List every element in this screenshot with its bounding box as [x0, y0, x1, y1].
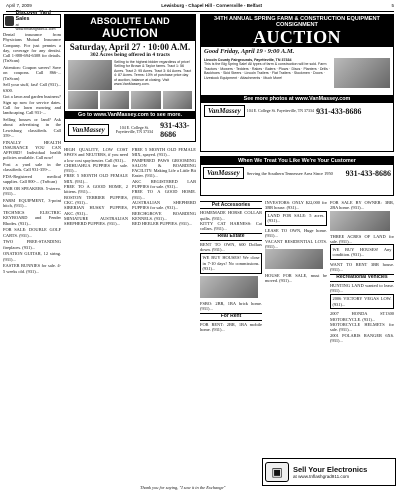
consignment-url[interactable]: See more photos at www.VanMassey.com: [201, 95, 393, 103]
vanmassey-footer: [65, 119, 195, 141]
absolute-land-auction-ad[interactable]: [64, 14, 196, 142]
ad-text: ONATION GUITAR, 12 string. (931)...: [3, 251, 61, 262]
ad-text: PAMPERED PAWS GROOMING SALON & BOARDING FACILITY: Making Life a Little Bit Easier. (931)...: [132, 157, 196, 179]
column-5: [200, 200, 262, 486]
ad-text: FREE 5 MONTH OLD FEMALE MIX. (931)...: [64, 173, 128, 184]
land-photo: [68, 91, 98, 109]
spring-consignment-auction-ad[interactable]: [200, 14, 394, 152]
ad-text: LEASE TO OWN, Huge home. (931)...: [265, 228, 327, 239]
land-photo: [68, 60, 112, 90]
ad-text: HOUSE FOR SALE, must be moved. (931)...: [265, 272, 327, 283]
ad-text: WANT TO RENT 3BR house. (931)...: [330, 262, 394, 273]
section-rent: For Rent: [200, 313, 262, 321]
discover-title: Discover Yard Sales: [15, 10, 51, 22]
house-photo: [330, 211, 390, 231]
ad-text: Selling houses or land? Ask about advertising in the Lewisburg classifieds. Call 359-...: [3, 117, 61, 138]
consignment-location: Lincoln County Fairgrounds, Fayetteville, TN 37334: [204, 58, 292, 62]
auction-acres: 302 Acres being offered in 4 tracts: [90, 52, 170, 58]
ad-text: FSBO: 2BR, 1BA brick home. (931)...: [200, 300, 262, 312]
paper-name: Lewisburg - Chapel Hill - Cornersville - Belfast: [161, 3, 263, 8]
ad-text: FARM EQUIPMENT, 3-point hitch, (931)...: [3, 198, 61, 209]
discover-url[interactable]: at www.tnflashgrad911.com: [15, 22, 56, 31]
ad-text: FDA-Registered medical supplies. Call 800-... (TnScan): [3, 174, 61, 185]
ad-text: FREE 5 MONTH OLD FEMALE MIX, spayed. (931)...: [132, 147, 196, 158]
consignment-auction-word: AUCTION: [253, 27, 341, 47]
ad-text: LAND FOR SALE: 5 acres. (931)...: [267, 213, 325, 224]
ad-text: Post a yard sale in the classifieds. Call 931-359-...: [3, 162, 61, 173]
ad-text: TECHNICS ELECTRIC KEYBOARD and Fender Rhodes. (931)...: [3, 210, 61, 226]
ad-text: WE BUY HOUSES! We close in 7-10 days! No commissions. (931)...: [202, 255, 260, 271]
vanmassey-address: 104 E. College St. Fayetteville, TN 37334: [246, 108, 315, 114]
ad-text: AUSTRALIAN SHEPHERD PUPPIES for sale. (931)...: [132, 199, 196, 211]
page-number: 5: [391, 3, 394, 8]
electronics-icon: ▣: [265, 462, 289, 482]
discover-yard-sales-box[interactable]: [3, 10, 61, 31]
ad-text: 2006 VICTORY VEGAS LOW. (931)...: [332, 296, 392, 307]
ad-text: FOR SALE: DOUBLE GOLF CARTS. (931)...: [3, 227, 61, 238]
sell-url[interactable]: at www.tnflashgrad911.com: [293, 474, 350, 479]
vanmassey-promo[interactable]: [200, 156, 394, 196]
ad-text: Attention: Coupon savers! Save on coupons. Call 866-... (TnScan): [3, 65, 61, 81]
ad-text: FOR SALE BY OWNER: 3BR, 2BA home. (931)...: [330, 200, 394, 211]
column-4: [132, 147, 196, 467]
column-1: [3, 32, 61, 472]
ad-text: FOR RENT: 2BR, 1BA mobile home. (931)...: [200, 322, 262, 333]
ad-text: HIGH QUALITY, LOW COST SPAYS and NEUTERS, if you need a low cost spay/neuter. Call (931)...: [64, 147, 128, 163]
consignment-footer: [201, 103, 393, 119]
ad-banner-left: ABSOLUTE LAND: [90, 16, 170, 26]
section-pets: Pet Accessories: [200, 201, 262, 209]
ad-text: FINALLY HEALTH INSURANCE YOU CAN AFFORD! Individual health policies available. Call now!: [3, 139, 61, 161]
ad-text: THREE ACRES OF LAND for sale. (931)...: [330, 233, 394, 245]
ad-text: SIBERIAN HUSKY PUPPIES, AKC. (931)...: [64, 205, 128, 216]
promo-phone[interactable]: 931-433-8686: [345, 168, 391, 178]
ad-text: FREE TO A GOOD HOME. (931)...: [132, 189, 196, 200]
land-photo: [163, 91, 193, 109]
issue-date: April 7, 2009: [6, 3, 32, 8]
promo-text: Serving the Southern Tennessee Area Since 1950: [246, 170, 333, 176]
ad-text: CHIHUAHUA PUPPIES for sale. (931)...: [64, 162, 128, 174]
land-photo: [100, 91, 130, 109]
ad-text: KITTY CAT HARNESS: Cat collars. (931)...: [200, 221, 262, 232]
ad-text: 2001 POLARIS RANGER 6X6. (931)...: [330, 332, 394, 343]
ad-text: AKC REGISTERED LAB PUPPIES for sale. (931)...: [132, 178, 196, 190]
column-7: [330, 200, 394, 456]
sell-electronics-box[interactable]: [262, 458, 396, 486]
ad-text: RENT TO OWN, 600 Dollars down. (931)...: [200, 242, 262, 253]
ad-text: MOTORCYCLE HELMETS for sale. (931)...: [330, 321, 394, 333]
consignment-date: Good Friday, April 19 · 9:00 A.M.: [204, 48, 295, 55]
vanmassey-logo: VanMassey: [203, 167, 244, 179]
house-photo: [200, 276, 258, 298]
auction-date: Saturday, April 27 · 10:00 A.M.: [69, 42, 191, 52]
ad-text: Sell your stuff, fast! Call (931)... 6300.: [3, 82, 61, 93]
running-header: [6, 3, 394, 12]
column-3: [64, 147, 128, 467]
ad-text: TWO FREE-STANDING fireplaces. (931)...: [3, 239, 61, 250]
vanmassey-url[interactable]: Go to www.VanMassey.com to see more.: [65, 111, 195, 119]
ad-text: FREE TO A GOOD HOME, 2 kittens. (931)...: [64, 184, 128, 195]
equipment-photo: [334, 58, 390, 88]
consignment-body: This is the Big Spring Sale! All types of farm & construction will be sold. Farm Tractors · Mowers · Tedders · Rakes · Balers · Plows · Discs · Planters · Drills · Backhoes · Skid Steers · Lincoln Trailers · Flat Trailers · Stockmen · Doors · Livestock Equipment · Attachments · Much More!: [204, 62, 330, 80]
boxed-ad: [265, 211, 327, 227]
ad-text: VACANT RESIDENTIAL LOTS. (931)...: [265, 238, 327, 250]
vanmassey-address: 104 E. College St. Fayetteville, TN 37334: [115, 124, 153, 135]
ad-text: FAIR OR SPEAKERS. 5-stereo. (931)...: [3, 186, 61, 197]
ad-banner-auction: AUCTION: [101, 26, 159, 40]
boxed-ad: [330, 244, 394, 260]
auction-body: Selling to the highest bidder regardless of price! Selling for Brown & Taylor farms. Tract 1: 56 Acres. Tract 2: 95 Acres. Tract 3: 64 Acres. Tract 4: 87 Acres. Terms: 10% of purchase price day of auction, balance at closing. Visit www.VanMassey.com.: [114, 60, 192, 87]
vanmassey-logo: VanMassey: [204, 105, 245, 117]
ad-text: MINIATURE AUSTRALIAN SHEPHERD PUPPIES. (931)...: [64, 215, 128, 227]
sell-title: Sell Your Electronics: [293, 465, 368, 474]
ad-text: Dental insurance from Physicians Mutual Insurance Company. For just pennies a day, coverage for any dentist. Call 1-888-694-6308 for details. (TnScan): [3, 32, 61, 64]
ad-text: BOSTON TERRIER PUPPIES, CKC. (931)...: [64, 194, 128, 205]
ad-text: Got a lawn and garden business? Sign up now for service dates. Call for lawn mowing and landscaping. Call 931-...: [3, 94, 61, 116]
vanmassey-logo: VanMassey: [68, 124, 109, 136]
page-footer: Thank you for saying, "I saw it in the Exchange": [140, 485, 226, 490]
consignment-phone[interactable]: 931-433-8686: [316, 106, 362, 116]
yard-sale-icon: [5, 16, 14, 26]
column-6: [265, 200, 327, 456]
ad-text: 2007 HONDA ST1300 MOTORCYCLE. (931)...: [330, 311, 394, 322]
house-photo: [265, 249, 323, 269]
section-recreational: Recreational Vehicles: [330, 274, 394, 282]
ad-text: WE BUY HOUSES! Any condition. (931)...: [332, 246, 392, 258]
ad-text: HUNTING LAND wanted to lease. (931)...: [330, 283, 394, 294]
section-real-estate: Real Estate: [200, 233, 262, 241]
promo-title: When We Treat You Like We're Your Customer: [201, 157, 393, 165]
consignment-title: [201, 15, 393, 47]
ad-text: HOMEMADE HORSE COLLAR quilts. (931)...: [200, 210, 262, 221]
consignment-subtitle: 34TH ANNUAL SPRING FARM & CONSTRUCTION EQUIPMENT CONSIGNMENT: [214, 16, 380, 28]
ad-text: EASTER BUNNIES for sale. 4-5 weeks old. (931)...: [3, 263, 61, 274]
ad-text: INVESTORS: ONLY $22,000 for 3BR house. (931)...: [265, 200, 327, 211]
vanmassey-phone[interactable]: 931-433-8686: [160, 121, 190, 140]
boxed-ad: [330, 294, 394, 310]
ad-text: BEECHGROVE BOARDING KENNELS. (931)...: [132, 210, 196, 221]
land-photo: [131, 91, 161, 109]
ad-banner: [65, 15, 195, 41]
boxed-ad: [200, 253, 262, 274]
ad-text: RED HEELER PUPPIES. (931)...: [132, 221, 192, 227]
